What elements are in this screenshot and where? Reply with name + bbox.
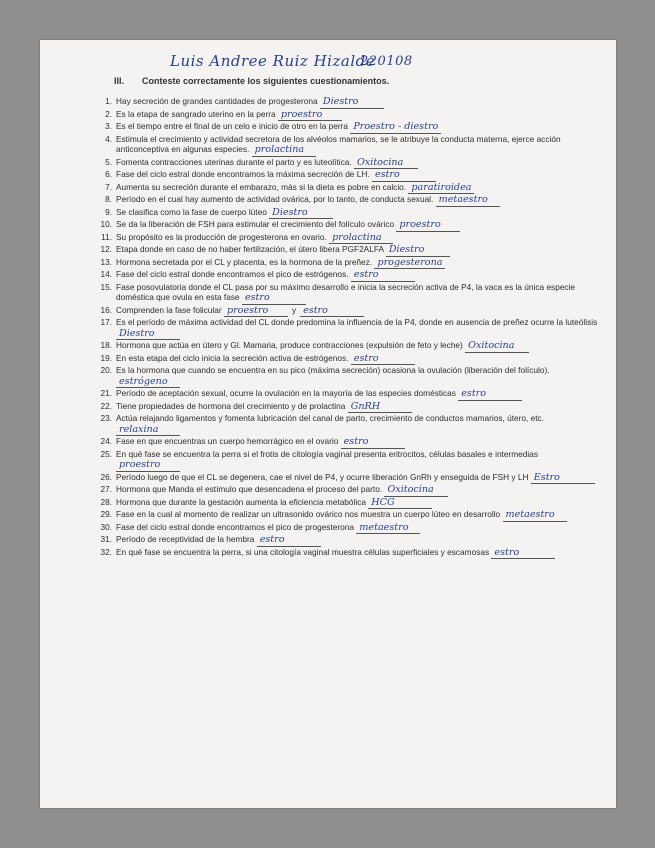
answer-field[interactable]: estro	[491, 548, 555, 560]
question-item	[98, 509, 598, 522]
student-name: Luis Andree Ruiz Hizalde	[170, 52, 376, 70]
answer-field[interactable]: Diestro	[269, 208, 333, 220]
question-number: 3.	[105, 121, 112, 131]
question-item	[98, 157, 598, 170]
answer-field[interactable]: Estro	[531, 473, 595, 485]
answer-field[interactable]: Oxitocina	[465, 341, 529, 353]
answer-field[interactable]: estro	[372, 170, 436, 182]
question-number: 26.	[100, 471, 112, 482]
question-item	[98, 134, 598, 157]
question-number: 5.	[105, 156, 112, 167]
answer-field[interactable]: HCG	[368, 498, 432, 510]
question-text: Aumenta su secreción durante el embarazo, más si la dieta es pobre en calcio.	[116, 181, 407, 192]
answer-field[interactable]: Diestro	[116, 329, 180, 341]
question-number: 13.	[100, 256, 112, 267]
answer-field[interactable]: estro	[242, 293, 306, 305]
question-text: En qué fase se encuentra la perra si el frotis de citología vaginal presenta eritrocitos, células basales e intermedias	[116, 448, 538, 459]
question-number: 4.	[105, 133, 112, 144]
student-id: 220108	[360, 54, 413, 69]
answer-field[interactable]: prolactina	[252, 145, 316, 157]
question-item	[98, 449, 598, 472]
answer-field[interactable]: estro	[257, 535, 321, 547]
question-text: Se clasifica como la fase de cuerpo lúteo	[116, 206, 267, 217]
answer-field[interactable]: relaxina	[116, 425, 180, 437]
question-item	[98, 96, 598, 109]
section-number: III.	[114, 76, 125, 86]
question-item	[98, 401, 598, 414]
question-item	[98, 388, 598, 401]
question-item	[98, 547, 598, 560]
question-item	[98, 484, 598, 497]
question-text: Hormona que actúa en útero y Gl. Mamaria, produce contracciones (expulsión de feto y leche)	[116, 340, 463, 350]
question-number: 15.	[100, 281, 112, 292]
instruction-text: Conteste correctamente los siguientes cuestionamientos.	[142, 76, 390, 86]
question-number: 30.	[100, 521, 112, 532]
question-text: Fase en que encuentras un cuerpo hemorrágico en el ovario	[116, 436, 339, 446]
question-text: Fomenta contracciones uterinas durante el parto y es luteolítica.	[116, 156, 352, 167]
answer-field[interactable]: metaestro	[356, 523, 420, 535]
question-text: Fase en la cual al momento de realizar un ultrasonido ovárico nos muestra un cuerpo lúteo en desarrollo	[116, 509, 501, 519]
question-number: 12.	[100, 244, 112, 254]
question-text: Su propósito es la producción de progesterona en ovario.	[116, 231, 327, 242]
question-text: Hormona que Manda el estímulo que desencadena el proceso del parto.	[116, 484, 383, 494]
question-text: Período en el cual hay aumento de actividad ovárica, por lo tanto, de conducta sexual.	[116, 194, 434, 204]
answer-field[interactable]: metaestro	[436, 195, 500, 207]
question-text: Hay secreción de grandes cantidades de progesterona	[116, 96, 318, 106]
answer-field[interactable]: estro	[351, 270, 415, 282]
question-item	[98, 472, 598, 485]
question-text: Etapa donde en caso de no haber fertilización, el útero libera PGF2ALFA	[116, 244, 384, 254]
answer-field[interactable]: proestro	[278, 110, 342, 122]
paper-sheet	[40, 40, 616, 808]
question-item	[98, 282, 598, 305]
question-text: Hormona secretada por el CL y placenta, es la hormona de la preñez.	[116, 256, 373, 267]
question-number: 10.	[100, 219, 112, 229]
answer-field[interactable]: Oxitocina	[384, 485, 448, 497]
question-text: Es la hormona que cuando se encuentra en su pico (máxima secreción) ocasiona la ovulación (liberación del folículo).	[116, 365, 550, 375]
question-text: Es el tiempo entre el final de un celo e inicio de otro en la perra	[116, 121, 348, 131]
question-item	[98, 522, 598, 535]
question-item	[98, 194, 598, 207]
question-text: Fase posovulatoria donde el CL pasa por su máximo desarrollo e inicia la secreción activa de P4, la vaca es la única especie doméstica que ovula en esta fase	[116, 281, 576, 302]
question-item	[98, 497, 598, 510]
answer-field[interactable]: proestro	[224, 306, 288, 318]
question-text: Período de aceptación sexual, ocurre la ovulación en la mayoría de las especies domésticas	[116, 388, 456, 398]
question-item	[98, 207, 598, 220]
question-item	[98, 257, 598, 270]
question-number: 11.	[101, 231, 112, 242]
question-text: Es el período de máxima actividad del CL donde predomina la influencia de la P4, donde en ausencia de preñez ocurre la luteólisis	[116, 317, 598, 327]
question-item	[98, 353, 598, 366]
question-item	[98, 219, 598, 232]
answer-field[interactable]: GnRH	[348, 402, 412, 414]
question-number: 1.	[105, 96, 112, 106]
instruction	[114, 76, 407, 86]
question-item	[98, 436, 598, 449]
question-item	[98, 109, 598, 122]
question-item	[98, 534, 598, 547]
question-item	[98, 413, 598, 436]
question-number: 32.	[100, 546, 112, 557]
question-item	[98, 365, 598, 388]
question-number: 9.	[105, 206, 112, 217]
question-number: 28.	[100, 496, 112, 507]
question-number: 24.	[100, 436, 112, 446]
question-item	[98, 169, 598, 182]
question-number: 22.	[100, 400, 112, 411]
question-text: Es la etapa de sangrado uterino en la perra	[116, 108, 276, 119]
question-number: 27.	[100, 484, 112, 494]
question-text: Tiene propiedades de hormona del crecimiento y de prolactina	[116, 400, 346, 411]
question-number: 21.	[100, 388, 112, 398]
question-item	[98, 305, 598, 318]
answer-field-2[interactable]: estro	[300, 306, 364, 318]
answer-field[interactable]: estro	[458, 389, 522, 401]
answer-field[interactable]: paratiroidea	[408, 183, 474, 195]
question-item	[98, 269, 598, 282]
question-text: Período de receptividad de la hembra	[116, 534, 255, 544]
question-number: 14.	[100, 269, 112, 279]
question-item	[98, 121, 598, 134]
answer-field[interactable]: estrógeno	[116, 377, 180, 389]
question-number: 23.	[100, 413, 112, 423]
question-text: Actúa relajando ligamentos y fomenta lubricación del canal de parto, crecimiento de conductos mamarios, útero, etc.	[116, 413, 544, 423]
answer-field[interactable]: prolactina	[329, 233, 393, 245]
answer-field[interactable]: proestro	[116, 460, 180, 472]
question-item	[98, 340, 598, 353]
question-text: Fase del ciclo estral donde encontramos el pico de progesterona	[116, 521, 354, 532]
question-number: 18.	[100, 340, 112, 350]
answer-field[interactable]: progesterona	[374, 258, 445, 270]
answer-field[interactable]: estro	[341, 437, 405, 449]
question-number: 6.	[105, 169, 112, 179]
question-text: En esta etapa del ciclo inicia la secreción activa de estrógenos.	[116, 352, 349, 363]
answer-field[interactable]: estro	[351, 354, 415, 366]
question-text: Comprenden la fase folicular	[116, 304, 222, 315]
question-number: 25.	[100, 448, 112, 459]
question-number: 7.	[105, 181, 112, 192]
question-number: 20.	[100, 365, 112, 375]
question-text: Fase del ciclo estral donde encontramos el pico de estrógenos.	[116, 269, 349, 279]
question-number: 16.	[100, 304, 112, 315]
question-text: En qué fase se encuentra la perra, si una citología vaginal muestra células superficiales y escamosas	[116, 546, 490, 557]
answer-field[interactable]: Proestro - diestro	[350, 122, 441, 134]
answer-field[interactable]: Oxitocina	[354, 158, 418, 170]
question-text: Estimula el crecimiento y actividad secretora de los alvéolos mamarios, se le atribuye la conducta materna, ejerce acción anticonceptiva en algunas especies.	[116, 133, 561, 154]
question-item	[98, 182, 598, 195]
question-number: 19.	[100, 352, 112, 363]
answer-field[interactable]: Diestro	[320, 97, 384, 109]
question-text: Hormona que durante la gestación aumenta la eficiencia metabólica	[116, 496, 366, 507]
answer-field[interactable]: Diestro	[386, 245, 450, 257]
question-number: 2.	[105, 108, 112, 119]
question-text: Se da la liberación de FSH para estimular el crecimiento del folículo ovárico	[116, 219, 395, 229]
answer-separator: y	[291, 304, 297, 315]
question-list	[98, 96, 598, 559]
question-number: 8.	[105, 194, 112, 204]
question-number: 31.	[100, 534, 112, 544]
question-number: 17.	[100, 317, 112, 327]
question-item	[98, 244, 598, 257]
question-item	[98, 232, 598, 245]
question-text: Fase del ciclo estral donde encontramos la máxima secreción de LH.	[116, 169, 370, 179]
question-text: Período luego de que el CL se degenera, cae el nivel de P4, y ocurre liberación GnRh y enseguida de FSH y LH	[116, 471, 529, 482]
answer-field[interactable]: metaestro	[503, 510, 567, 522]
question-item	[98, 317, 598, 340]
question-number: 29.	[100, 509, 112, 519]
answer-field[interactable]: proestro	[396, 220, 460, 232]
